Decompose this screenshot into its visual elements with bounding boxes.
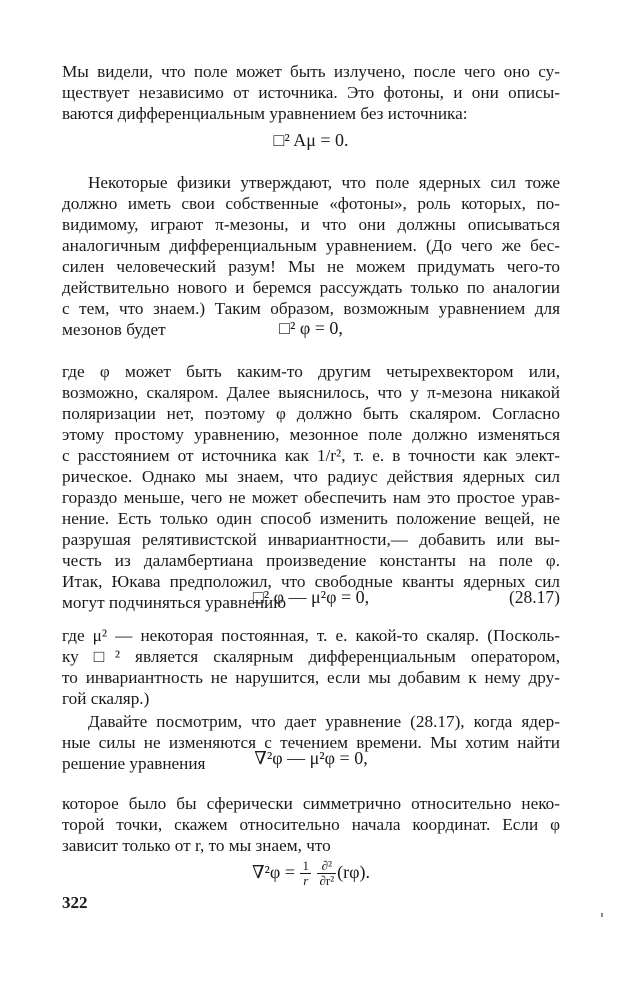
equation-meson: □² φ = 0, [279, 318, 343, 338]
text-line: торой точки, скажем относительно начала координат. Если φ [62, 815, 560, 834]
equation-wave: □² Aμ = 0. [273, 130, 349, 150]
fraction-numerator: ∂² [317, 859, 336, 874]
text-line: с тем, что знаем.) Таким образом, возможным уравнением для [62, 299, 560, 318]
text-line: мезонов будет [62, 320, 166, 339]
text-line: действительно нового и беремся рассуждать только по аналогии [62, 278, 560, 297]
text-line: гораздо меньше, чего не может обеспечить нам это простое урав- [62, 488, 560, 507]
text-line: разрушая релятивистской инвариантности,— добавить или вы- [62, 530, 560, 549]
text-line: нение. Есть только один способ изменить положение вещей, не [62, 509, 560, 528]
text-line: возможно, скаляром. Далее выяснилось, что у π-мезона никакой [62, 383, 560, 402]
text-line: Давайте посмотрим, что дает уравнение (28.17), когда ядер- [88, 712, 560, 731]
text-line: где φ может быть каким-то другим четырехвектором или, [62, 362, 560, 381]
fraction-one-over-r [300, 859, 311, 888]
text-line: могут подчиняться уравнению [62, 593, 287, 612]
text-line: ществует независимо от источника. Это фотоны, и они описы- [62, 83, 560, 102]
paper-speck [601, 913, 603, 917]
equation-yukava: □² φ — μ²φ = 0, [252, 587, 370, 607]
text-line: где μ² — некоторая постоянная, т. е. какой-то скаляр. (Посколь- [62, 626, 560, 645]
text-line: гой скаляр.) [62, 689, 150, 708]
text-line: то инвариантность не нарушится, если мы добавим к нему дру- [62, 668, 560, 687]
text-line: которое было бы сферически симметрично относительно неко- [62, 794, 560, 813]
equation-static: ∇²φ — μ²φ = 0, [254, 748, 368, 768]
text-line: с расстоянием от источника как 1/r², т. е. в точности как элект- [62, 446, 560, 465]
text-line: видимому, играют π-мезоны, и что они должны описываться [62, 215, 560, 234]
fraction-denominator: r [303, 873, 309, 889]
text-line: решение уравнения [62, 754, 206, 773]
text-line: ваются дифференциальным уравнением без источника: [62, 104, 468, 123]
fraction-second-derivative [317, 859, 336, 888]
text-line: зависит только от r, то мы знаем, что [62, 836, 331, 855]
laplacian-rhs: (rφ). [337, 862, 371, 882]
text-line: Мы видели, что поле может быть излучено, после чего оно су- [62, 62, 560, 81]
page-number: 322 [62, 893, 88, 912]
text-line: Некоторые физики утверждают, что поле ядерных сил тоже [88, 173, 560, 192]
equation-laplacian [62, 852, 560, 892]
fraction-denominator: ∂r² [319, 873, 335, 889]
text-line: должно иметь свои собственные «фотоны», роль которых, по- [62, 194, 560, 213]
fraction-numerator: 1 [302, 858, 309, 874]
text-line: силен человеческий разум! Мы не можем придумать чего-то [62, 257, 560, 276]
text-line: этому простому уравнению, мезонное поле должно изменяться [62, 425, 560, 444]
text-line: рическое. Однако мы знаем, что радиус действия ядерных сил [62, 467, 560, 486]
text-line: поляризации нет, поэтому φ должно быть скаляром. Согласно [62, 404, 560, 423]
text-line: ные силы не изменяются с течением времени. Мы хотим найти [62, 733, 560, 752]
text-line: Итак, Юкава предположил, что свободные кванты ядерных сил [62, 572, 560, 591]
text-line: честь из даламбертиана произведение константы на поле φ. [62, 551, 560, 570]
text-line: аналогичным дифференциальным уравнением. (До чего же бес- [62, 236, 560, 255]
text-line: ку □² является скалярным дифференциальным оператором, [62, 647, 560, 666]
equation-number: (28.17) [508, 587, 560, 607]
laplacian-lhs: ∇²φ = [251, 862, 295, 882]
